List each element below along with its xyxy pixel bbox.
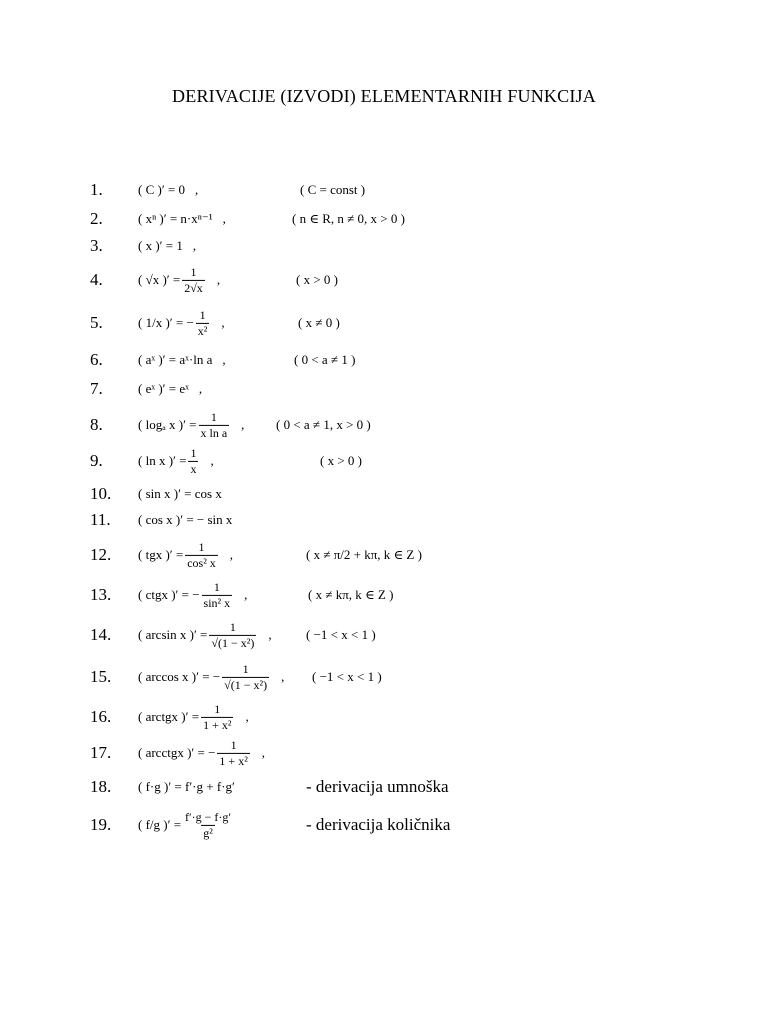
formula-row [0, 369, 768, 409]
fraction-denominator: sin² x [203, 595, 231, 610]
derivative-formula [138, 739, 265, 767]
formula-lhs: ( arccos x )′ = − [138, 669, 221, 684]
fraction-numerator: 1 [230, 737, 237, 752]
fraction [201, 703, 233, 731]
domain-condition: ( 0 < a ≠ 1 ) [294, 352, 356, 367]
domain-condition: ( n ∈ R, n ≠ 0, x > 0 ) [292, 211, 405, 226]
row-number: 9. [90, 451, 103, 470]
formula-row [0, 405, 768, 445]
fraction-denominator: 1 + x² [219, 753, 248, 768]
derivative-formula [138, 352, 226, 368]
formula-lhs: ( arcctgx )′ = − [138, 745, 216, 760]
separator-comma: , [245, 709, 249, 724]
formula-row [0, 575, 768, 615]
derivative-formula [138, 779, 235, 795]
domain-condition: ( C = const ) [300, 182, 366, 197]
fraction [222, 663, 269, 691]
separator-comma: , [192, 238, 197, 253]
row-number: 1. [90, 180, 103, 199]
derivative-formula [138, 238, 196, 254]
fraction-denominator: 1 + x² [203, 717, 232, 732]
page-title: DERIVACIJE (IZVODI) ELEMENTARNIH FUNKCIJA [172, 86, 596, 106]
derivative-formula [138, 512, 232, 528]
row-number: 18. [90, 777, 112, 796]
fraction-denominator: 2√x [184, 280, 203, 295]
derivative-formula [138, 266, 220, 294]
fraction [188, 447, 198, 475]
formula-lhs: ( x )′ = 1 [138, 238, 183, 253]
separator-comma: , [216, 272, 221, 287]
formula-row [0, 500, 768, 540]
domain-condition: ( x > 0 ) [296, 272, 338, 287]
derivative-formula [138, 663, 284, 691]
row-number: 4. [90, 270, 103, 289]
formula-row [0, 805, 768, 845]
separator-comma: , [210, 453, 214, 468]
domain-condition: ( x > 0 ) [320, 453, 362, 468]
row-number: 7. [90, 379, 103, 398]
derivative-formula [138, 309, 225, 337]
separator-comma: , [198, 381, 203, 396]
fraction-numerator: 1 [198, 539, 205, 554]
fraction-numerator: 1 [229, 619, 236, 634]
formula-row [0, 615, 768, 655]
domain-condition: ( x ≠ kπ, k ∈ Z ) [308, 587, 394, 602]
fraction [217, 739, 249, 767]
formula-lhs: ( f·g )′ = f′·g + f·g′ [138, 779, 235, 794]
formula-lhs: ( arcsin x )′ = [138, 627, 208, 642]
formula-lhs: ( aˣ )′ = aˣ·ln a [138, 352, 213, 367]
derivative-formula [138, 447, 214, 475]
row-number: 3. [90, 236, 103, 255]
fraction [183, 811, 233, 839]
formula-row [0, 535, 768, 575]
separator-comma: , [261, 745, 266, 760]
separator-comma: , [221, 315, 225, 330]
fraction-numerator: 1 [199, 307, 206, 322]
formula-lhs: ( 1/x )′ = − [138, 315, 194, 330]
fraction-denominator: x² [197, 323, 208, 338]
row-number: 5. [90, 313, 103, 332]
row-number: 17. [90, 743, 112, 762]
domain-condition: ( x ≠ π/2 + kπ, k ∈ Z ) [306, 547, 422, 562]
formula-lhs: ( xⁿ )′ = n·xⁿ⁻¹ [138, 211, 213, 226]
domain-condition: ( −1 < x < 1 ) [306, 627, 376, 642]
rule-note: - derivacija umnoška [306, 777, 449, 796]
fraction-denominator: √(1 − x²) [211, 635, 255, 650]
fraction-numerator: 1 [190, 264, 197, 279]
formula-lhs: ( C )′ = 0 [138, 182, 186, 197]
fraction-numerator: 1 [210, 409, 217, 424]
derivative-formula [138, 703, 249, 731]
domain-condition: ( −1 < x < 1 ) [312, 669, 382, 684]
formula-lhs: ( ln x )′ = [138, 453, 187, 468]
separator-comma: , [222, 211, 226, 226]
row-number: 10. [90, 484, 112, 503]
rule-note: - derivacija količnika [306, 815, 451, 834]
formula-lhs: ( arctgx )′ = [138, 709, 200, 724]
separator-comma: , [268, 627, 272, 642]
derivative-formula [138, 581, 247, 609]
fraction [185, 541, 218, 569]
derivative-formula [138, 541, 233, 569]
formula-lhs: ( sin x )′ = cos x [138, 486, 222, 501]
formula-row [0, 697, 768, 737]
fraction-denominator: x [190, 461, 197, 476]
fraction [202, 581, 233, 609]
row-number: 19. [90, 815, 112, 834]
separator-comma: , [244, 587, 248, 602]
formula-lhs: ( logₐ x )′ = [138, 417, 197, 432]
derivative-formula [138, 182, 198, 198]
fraction [209, 621, 256, 649]
fraction [196, 309, 210, 337]
derivative-formula [138, 211, 226, 227]
domain-condition: ( 0 < a ≠ 1, x > 0 ) [276, 417, 371, 432]
fraction-denominator: x ln a [200, 425, 228, 440]
separator-comma: , [195, 182, 199, 197]
fraction-denominator: g² [203, 825, 213, 840]
fraction [182, 266, 205, 294]
formula-lhs: ( √x )′ = [138, 272, 181, 287]
row-number: 2. [90, 209, 103, 228]
separator-comma: , [229, 547, 234, 562]
derivative-formula [138, 411, 244, 439]
fraction-numerator: f′·g − f·g′ [185, 809, 232, 824]
derivative-formula [138, 621, 272, 649]
separator-comma: , [222, 352, 226, 367]
formula-lhs: ( f/g )′ = [138, 817, 182, 832]
derivative-formula [138, 381, 202, 397]
separator-comma: , [241, 417, 245, 432]
fraction-numerator: 1 [190, 445, 197, 460]
row-number: 16. [90, 707, 112, 726]
fraction-denominator: √(1 − x²) [224, 677, 268, 692]
formula-row [0, 657, 768, 697]
row-number: 8. [90, 415, 103, 434]
fraction-numerator: 1 [242, 661, 249, 676]
row-number: 12. [90, 545, 112, 564]
fraction-denominator: cos² x [187, 555, 216, 570]
fraction [199, 411, 230, 439]
row-number: 15. [90, 667, 112, 686]
fraction-numerator: 1 [213, 579, 220, 594]
fraction-numerator: 1 [214, 701, 221, 716]
formula-lhs: ( ctgx )′ = − [138, 587, 200, 602]
row-number: 14. [90, 625, 112, 644]
formula-lhs: ( tgx )′ = [138, 547, 184, 562]
formula-row [0, 767, 768, 807]
row-number: 11. [90, 510, 111, 529]
formula-row [0, 260, 768, 300]
derivative-formula [138, 811, 235, 839]
formula-lhs: ( cos x )′ = − sin x [138, 512, 233, 527]
formula-row [0, 303, 768, 343]
formula-lhs: ( eˣ )′ = eˣ [138, 381, 189, 396]
row-number: 13. [90, 585, 112, 604]
domain-condition: ( x ≠ 0 ) [298, 315, 340, 330]
separator-comma: , [281, 669, 285, 684]
row-number: 6. [90, 350, 103, 369]
